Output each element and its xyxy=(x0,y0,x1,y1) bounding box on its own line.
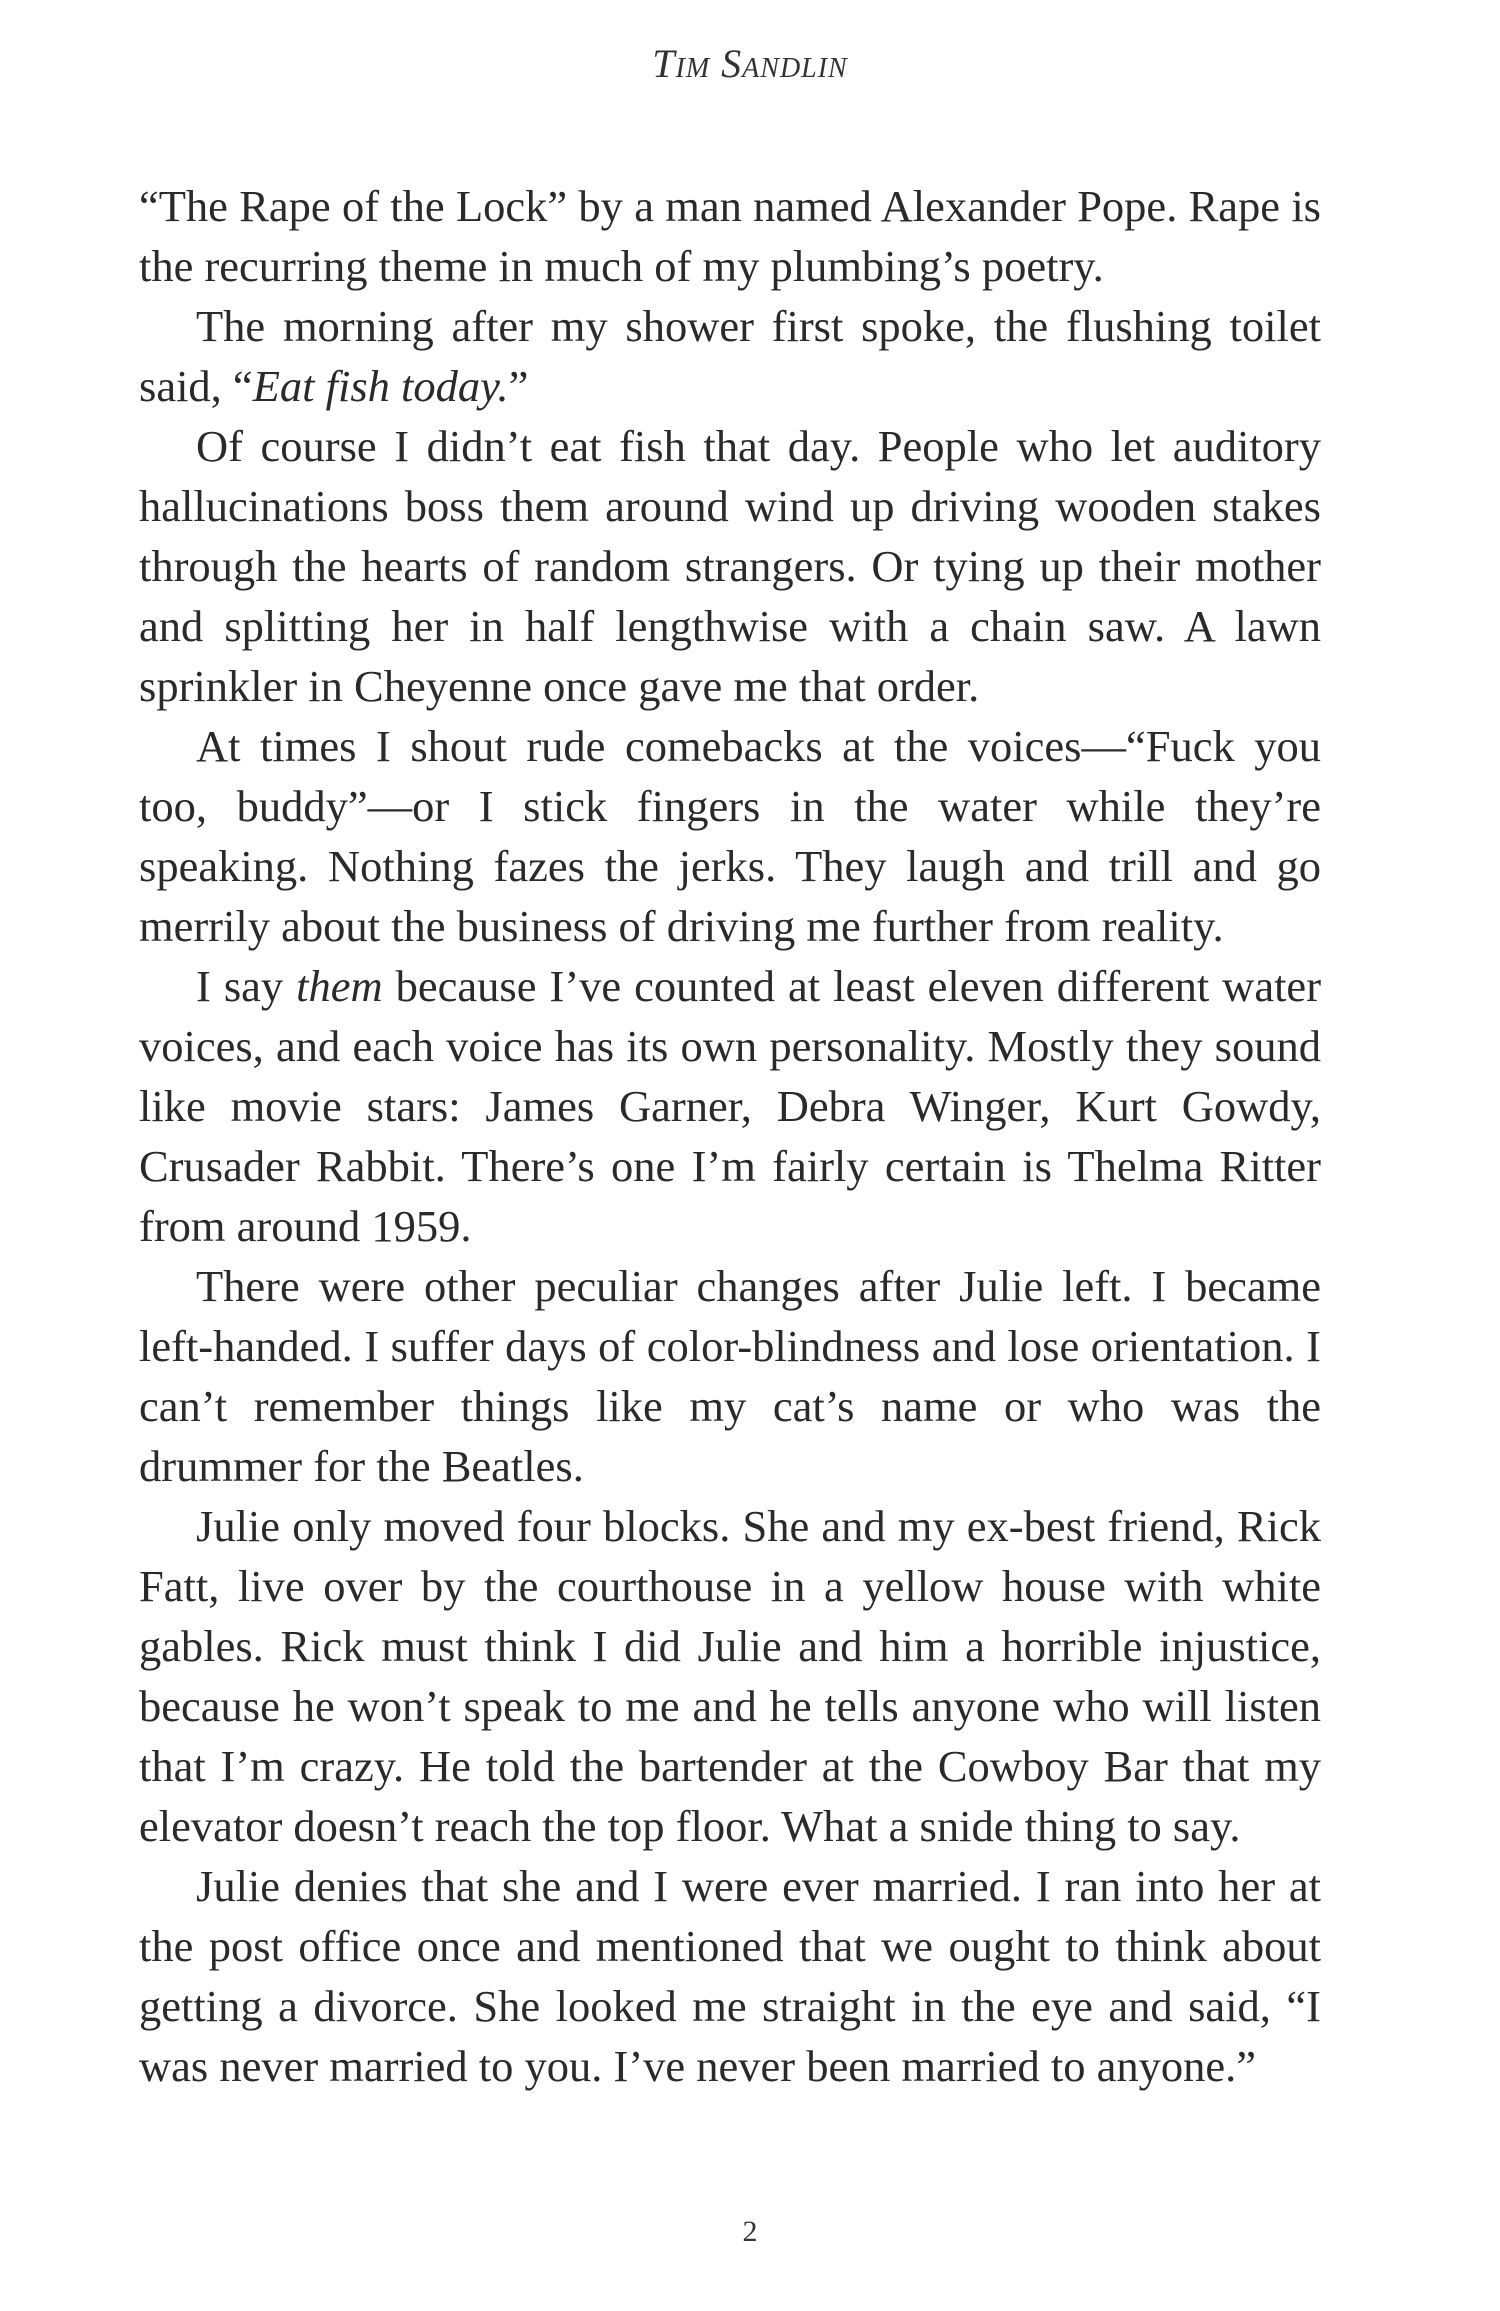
paragraph xyxy=(139,1496,1321,1856)
paragraph-text: Of course I didn’t eat fish that day. People who let auditory hallucinations boss them around wind up driving wooden stakes through the hearts of random strangers. Or tying up their mother and splitting her in half lengthwise with a chain saw. A lawn sprinkler in Cheyenne once gave me that order. xyxy=(139,421,1321,711)
italic-text: Eat fish today. xyxy=(252,361,509,411)
paragraph xyxy=(139,296,1321,416)
paragraph-text: I say xyxy=(196,961,297,1011)
body-text xyxy=(139,176,1321,2096)
paragraph xyxy=(139,176,1321,296)
paragraph-text: ” xyxy=(508,361,529,411)
paragraph xyxy=(139,1856,1321,2096)
paragraph-text: “The Rape of the Lock” by a man named Alexander Pope. Rape is the recurring theme in much of my plumbing’s poetry. xyxy=(139,181,1321,291)
paragraph xyxy=(139,416,1321,716)
italic-text: them xyxy=(296,961,383,1011)
paragraph-text: At times I shout rude comebacks at the voices—“Fuck you too, buddy”—or I stick fingers in the water while they’re speaking. Nothing fazes the jerks. They laugh and trill and go merrily about the business of driving me further from reality. xyxy=(139,721,1321,951)
running-head: Tim Sandlin xyxy=(652,41,848,86)
paragraph-text: The morning after my shower first spoke, the flushing toilet said, “ xyxy=(139,301,1321,411)
paragraph-text: because I’ve counted at least eleven different water voices, and each voice has its own personality. Mostly they sound like movie stars: James Garner, Debra Winger, Kurt Gowdy, Crusader Rabbit. There’s one I’m fairly certain is Thelma Ritter from around 1959. xyxy=(139,961,1322,1251)
paragraph-text: Julie only moved four blocks. She and my ex-best friend, Rick Fatt, live over by the courthouse in a yellow house with white gables. Rick must think I did Julie and him a horrible injustice, because he won’t speak to me and he tells anyone who will listen that I’m crazy. He told the bartender at the Cowboy Bar that my elevator doesn’t reach the top floor. What a snide thing to say. xyxy=(139,1501,1321,1851)
paragraph xyxy=(139,1256,1321,1496)
paragraph-text: Julie denies that she and I were ever married. I ran into her at the post office once and mentioned that we ought to think about getting a divorce. She looked me straight in the eye and said, “I was never married to you. I’ve never been married to anyone.” xyxy=(139,1861,1321,2091)
paragraph xyxy=(139,956,1321,1256)
page-number: 2 xyxy=(742,2215,758,2248)
paragraph xyxy=(139,716,1321,956)
paragraph-text: There were other peculiar changes after Julie left. I became left-handed. I suffer days of color-blindness and lose orientation. I can’t remember things like my cat’s name or who was the drummer for the Beatles. xyxy=(139,1261,1321,1491)
